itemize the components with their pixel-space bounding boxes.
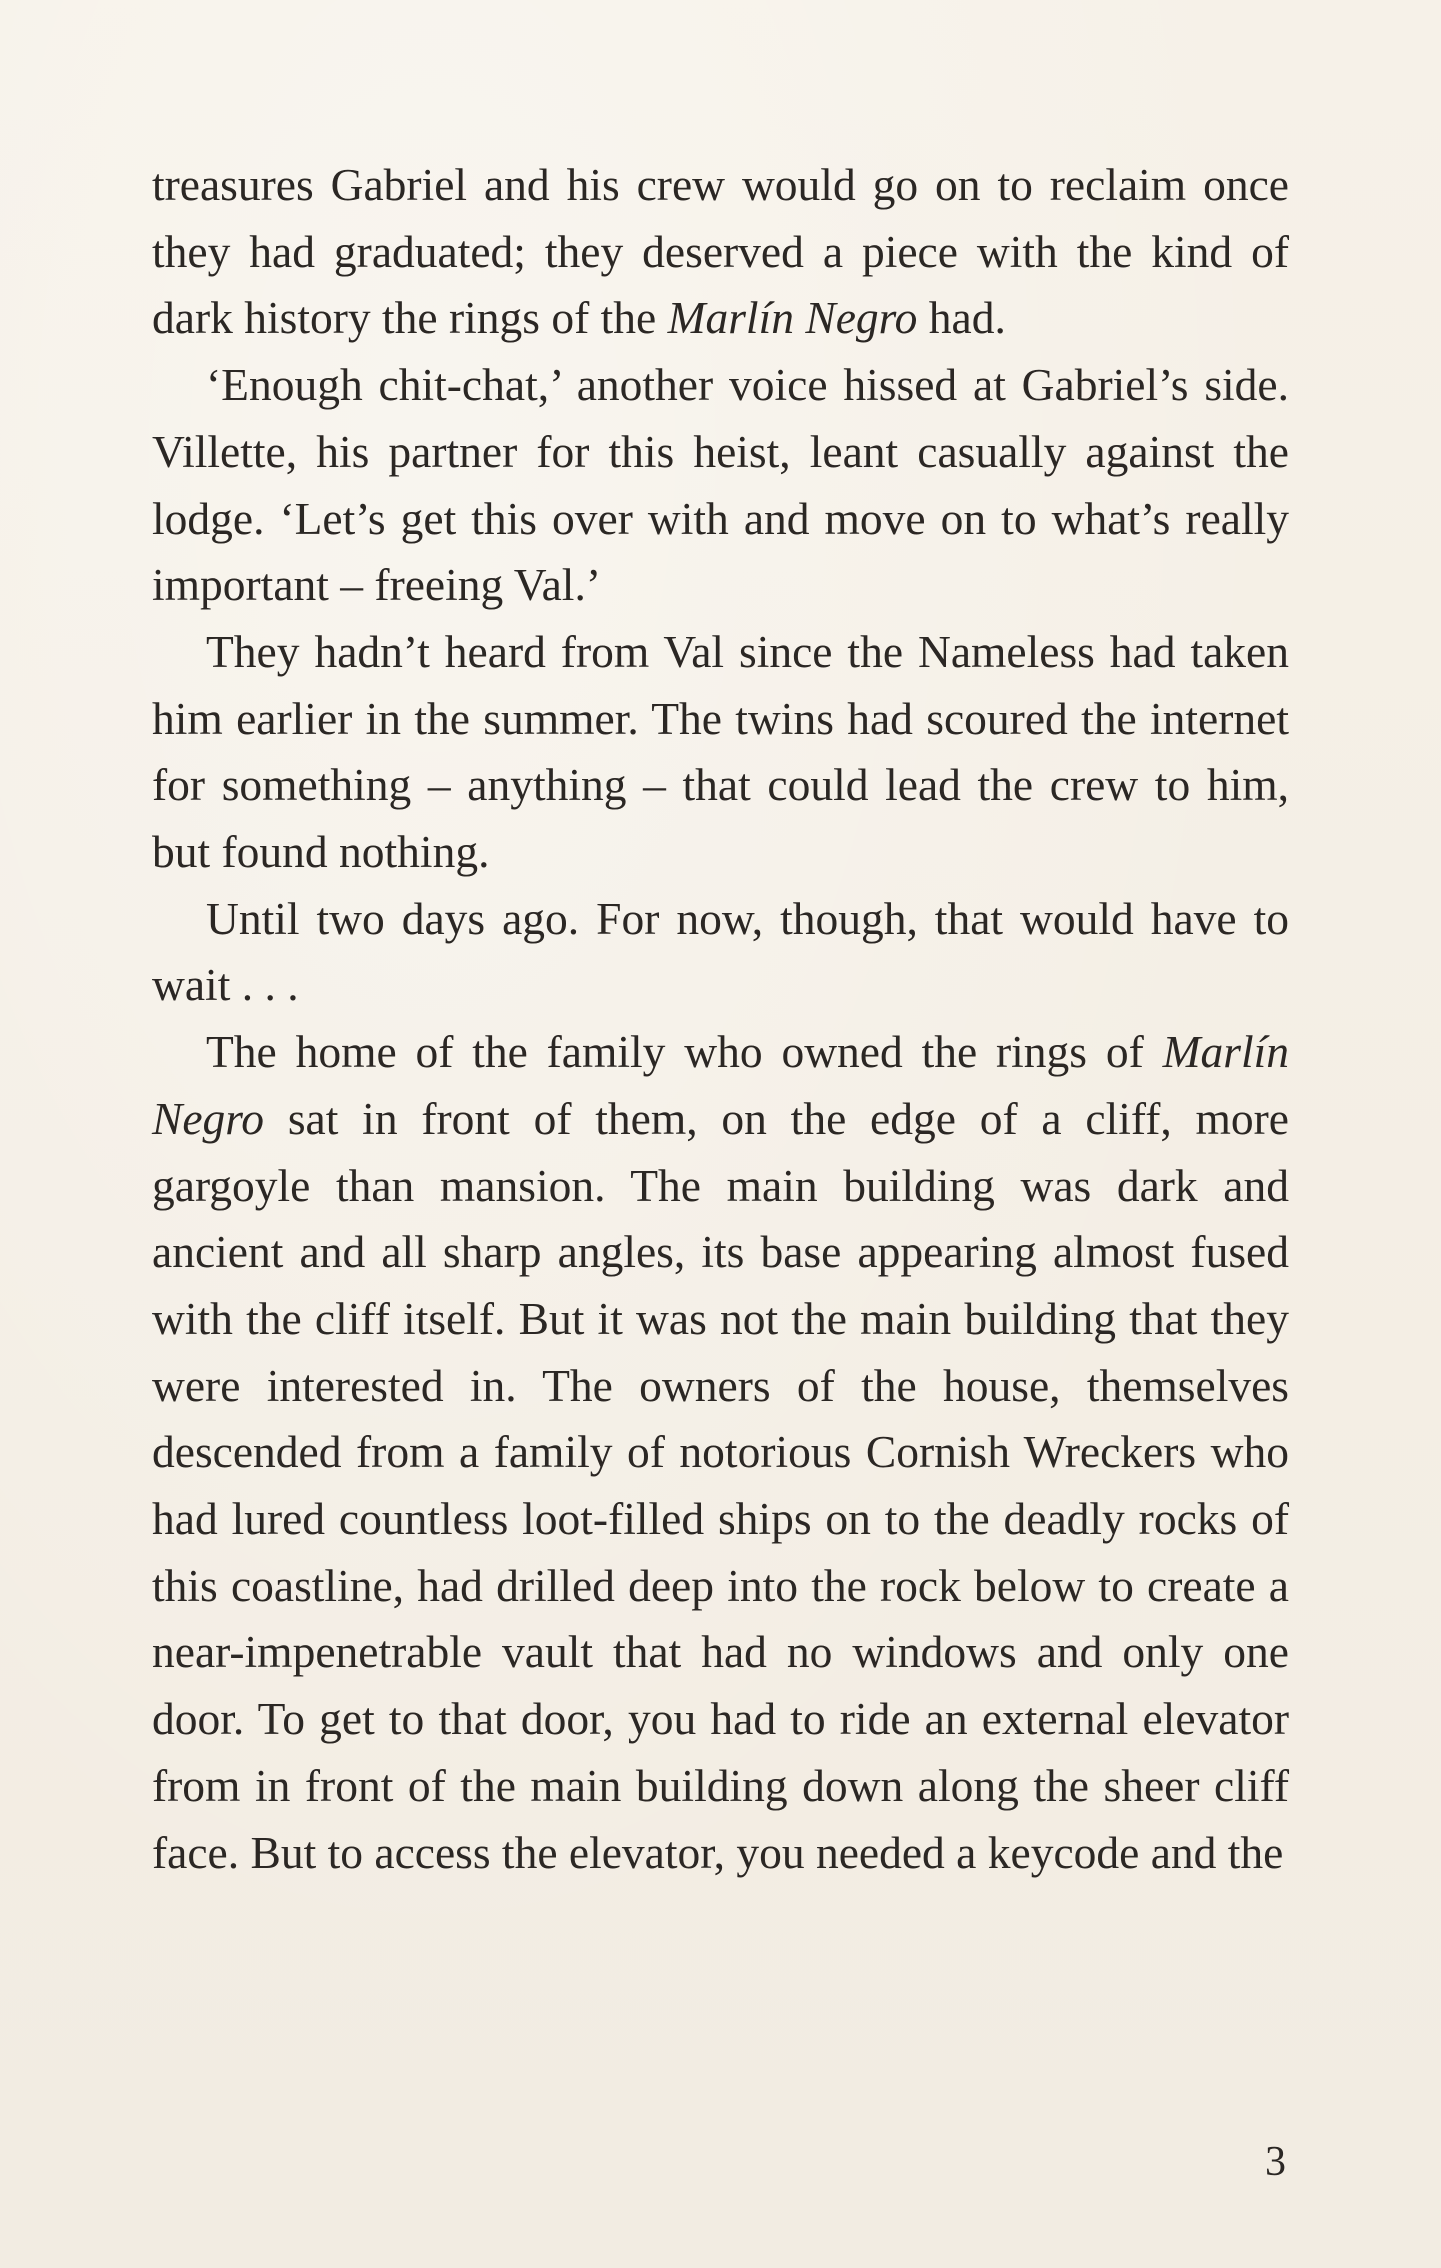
paragraph-4: Until two days ago. For now, though, that would have to wait . . . (152, 892, 1289, 1011)
paragraph-5: The home of the family who owned the rings of Marlín Negro sat in front of them, on the edge of a cliff, more gargoyle than mansion. The main building was dark and ancient and all sharp angles, its base appearing almost fused with the cliff itself. But it was not the main building that they were interested in. The owners of the house, themselves descended from a family of notorious Cornish Wreckers who had lured countless loot-filled ships on to the deadly rocks of this coastline, had drilled deep into the rock below to create a near-impenetrable vault that had no windows and only one door. To get to that door, you had to ride an external elevator from in front of the main building down along the sheer cliff face. But to access the elevator, you needed a keycode and the (152, 1026, 1289, 1878)
page-number: 3 (1265, 2139, 1286, 2185)
paragraph-3: They hadn’t heard from Val since the Nameless had taken him earlier in the summer. The twins had scoured the internet for something – anything – that could lead the crew to him, but found nothing. (152, 625, 1289, 878)
ship-name-italic: Marlín Negro (152, 1026, 1289, 1144)
body-text (152, 152, 1289, 1886)
paragraph-2: ‘Enough chit-chat,’ another voice hissed at Gabriel’s side. Villette, his partner for this heist, leant casually against the lodge. ‘Let’s get this over with and move on to what’s really important – freeing Val.’ (152, 359, 1289, 611)
ship-name-italic: Marlín Negro (667, 292, 918, 344)
paragraph-1: treasures Gabriel and his crew would go on to reclaim once they had graduated; they deserved a piece with the kind of dark history the rings of the Marlín Negro had. (152, 159, 1289, 344)
